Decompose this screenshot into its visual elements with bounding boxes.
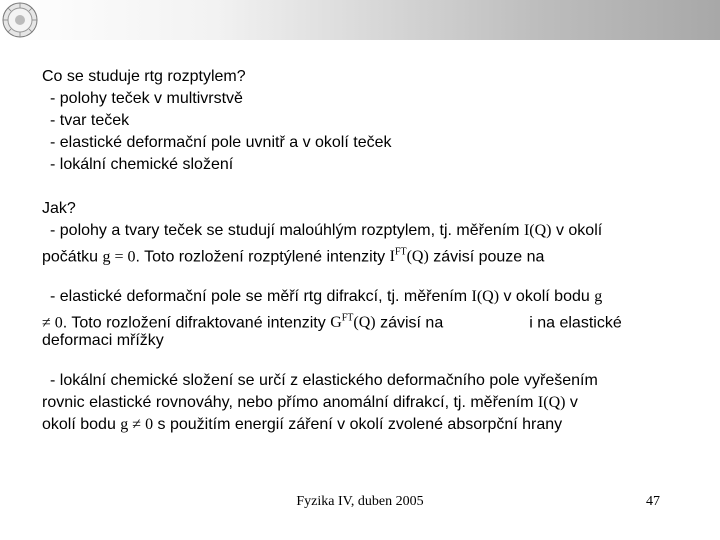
paragraph-text: . Toto rozložení rozptýlené intenzity [135, 248, 390, 266]
paragraph-diffraction-line2 [42, 308, 682, 330]
list-item: - lokální chemické složení [50, 156, 234, 173]
question-what: Co se studuje rtg rozptylem? [42, 68, 246, 85]
paragraph-chemistry-line2 [42, 392, 682, 414]
math-not-zero: ≠ 0 [42, 314, 63, 332]
math-fourier-intensity: $I^{FT}(Q)$ [389, 247, 429, 266]
paragraph-diffraction-line3: deformaci mřížky [42, 332, 164, 349]
paragraph-text: okolí bodu [42, 416, 121, 433]
math-g: g [594, 288, 603, 305]
math-intensity: I(Q) [537, 394, 566, 411]
list-item: - elastické deformační pole uvnitř a v okolí teček [50, 134, 392, 151]
paragraph-small-angle-line2 [42, 242, 682, 264]
list-item: - polohy teček v multivrstvě [50, 90, 243, 107]
paragraph-text: závisí pouze na [428, 248, 545, 266]
paragraph-small-angle-line1 [42, 220, 682, 242]
footer-title: Fyzika IV, duben 2005 [296, 494, 424, 509]
math-g-not-zero: g ≠ 0 [120, 416, 154, 433]
paragraph-text: rovnic elastické rovnováhy, nebo přímo anomální difrakcí, tj. měřením [42, 394, 538, 411]
math-origin: g = 0 [102, 248, 136, 266]
math-intensity: I(Q) [471, 288, 500, 305]
list-item: - tvar teček [50, 112, 130, 129]
university-seal-icon [2, 2, 38, 38]
paragraph-text: i na elastické [529, 314, 622, 332]
paragraph-text: v [565, 394, 578, 411]
paragraph-text: počátku [42, 248, 103, 266]
header-bar [0, 0, 720, 40]
paragraph-text: závisí na [375, 314, 444, 332]
paragraph-chemistry-line1: - lokální chemické složení se určí z elastického deformačního pole vyřešením [50, 372, 598, 389]
paragraph-diffraction-line1 [42, 286, 682, 308]
question-how: Jak? [42, 200, 76, 217]
math-fourier-g: $G^{FT}(Q)$ [330, 313, 376, 332]
paragraph-text: v okolí bodu [499, 288, 595, 305]
paragraph-chemistry-line3 [42, 414, 682, 436]
slide-content [42, 66, 682, 436]
paragraph-text: . Toto rozložení difraktované intenzity [62, 314, 331, 332]
math-intensity: I(Q) [523, 222, 552, 239]
paragraph-text: s použitím energií záření v okolí zvolené absorpční hrany [153, 416, 563, 433]
paragraph-text: - polohy a tvary teček se studují maloúhlým rozptylem, tj. měřením [50, 222, 524, 239]
paragraph-text: v okolí [551, 222, 603, 239]
paragraph-text: - elastické deformační pole se měří rtg difrakcí, tj. měřením [50, 288, 472, 305]
page-number: 47 [646, 494, 660, 509]
